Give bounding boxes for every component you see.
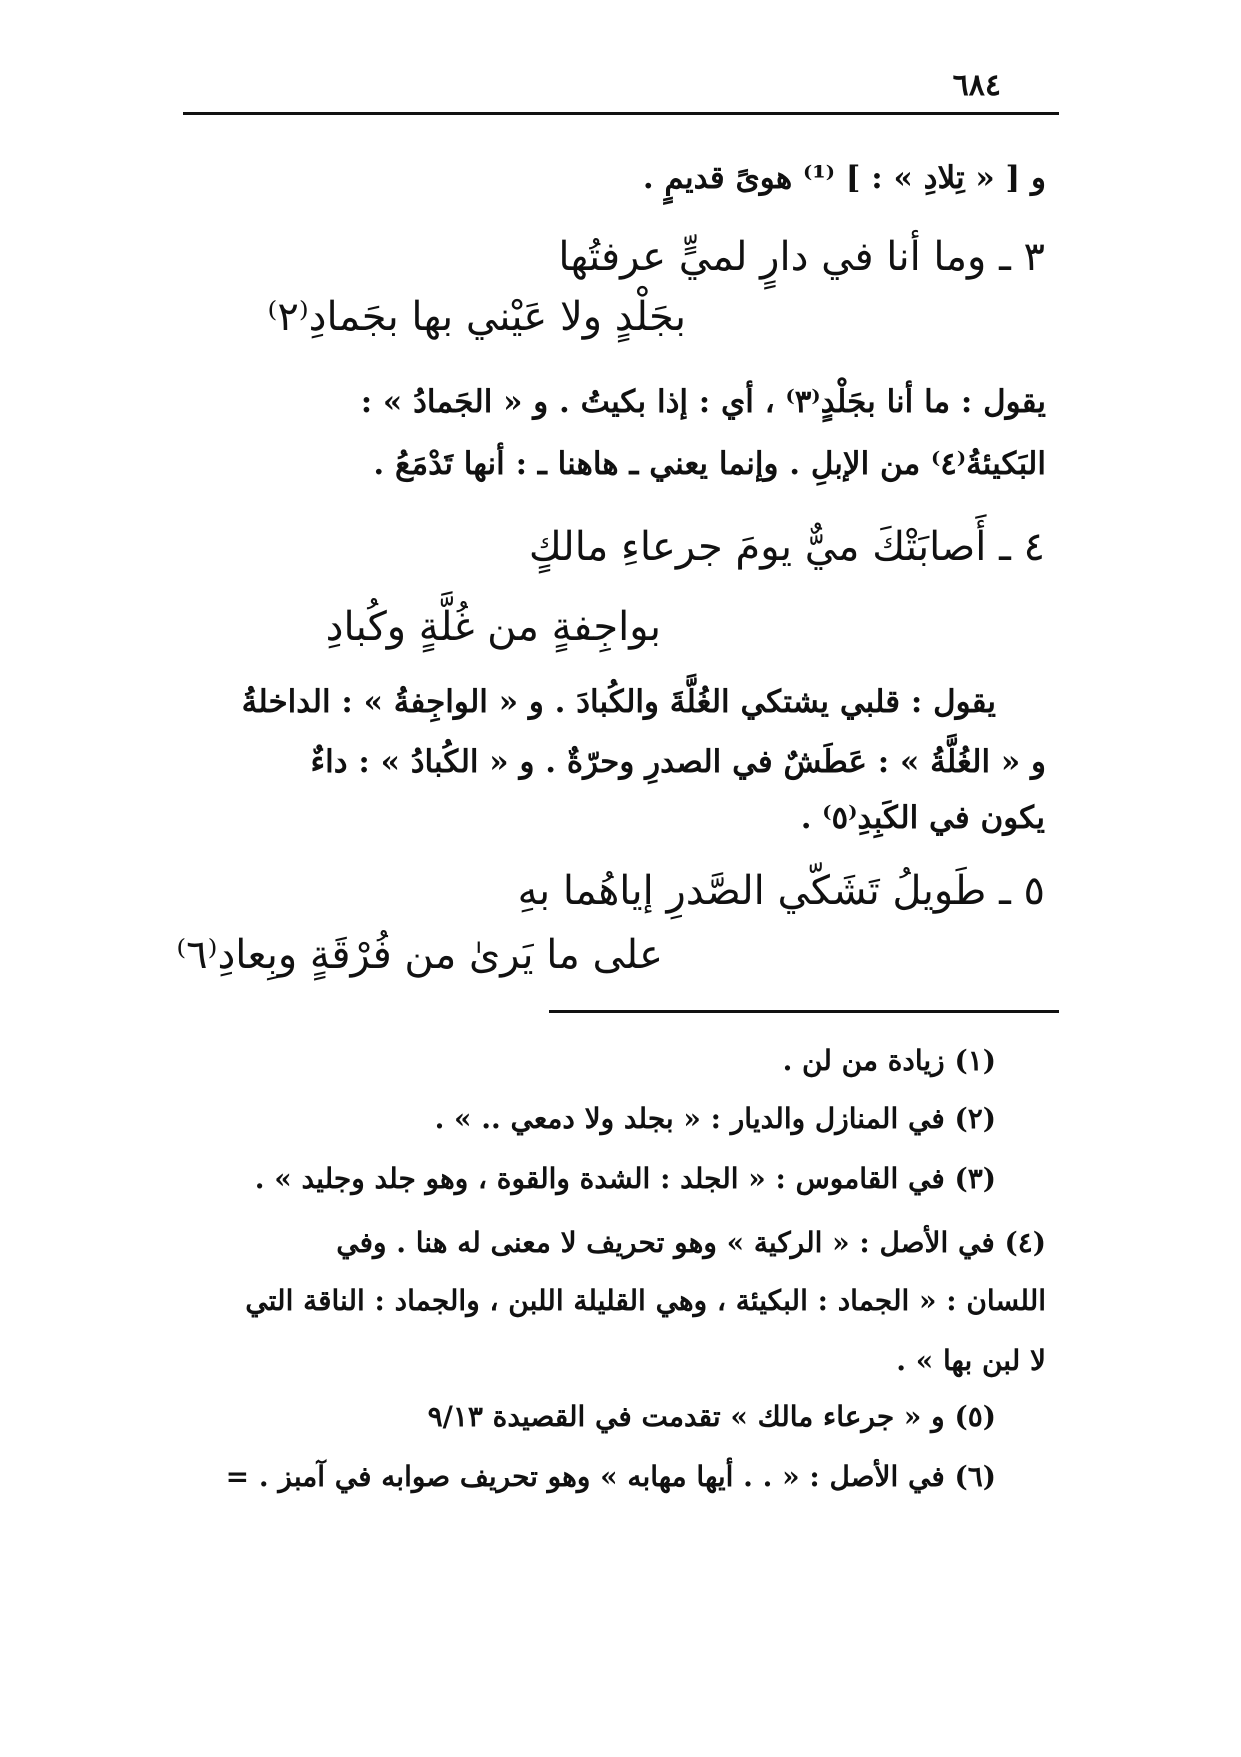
- footnote-4-line-1: (٤) في الأصل : « الركية » وهو تحريف لا معنى له هنا . وفي: [336, 1226, 1046, 1259]
- commentary-4-line-3: يكون في الكَبِدِ⁽٥⁾ .: [800, 800, 1045, 836]
- verse-5-first-hemistich: ٥ ـ طَويلُ تَشَكّي الصَّدرِ إياهُما بهِ: [517, 868, 1045, 914]
- footnote-6: (٦) في الأصل : « . . أيها مهابه » وهو تحريف صوابه في آمبز . =: [225, 1460, 996, 1493]
- header-rule: [183, 112, 1059, 115]
- footnote-3: (٣) في القاموس : « الجلد : الشدة والقوة ، وهو جلد وجليد » .: [254, 1162, 996, 1195]
- verse-5-second-hemistich: على ما يَرىٰ من فُرْقَةٍ وبِعادِ⁽٦⁾: [176, 932, 663, 978]
- footnote-1: (١) زيادة من لن .: [782, 1044, 996, 1077]
- verse-4-first-hemistich: ٤ ـ أَصابَتْكَ ميٌّ يومَ جرعاءِ مالكٍ: [528, 524, 1045, 570]
- commentary-4-line-1: يقول : قلبي يشتكي الغُلَّةَ والكُبادَ . و « الواجِفةُ » : الداخلةُ: [241, 684, 996, 720]
- verse-4-second-hemistich: بواجِفةٍ من غُلَّةٍ وكُبادِ: [325, 604, 661, 650]
- verse-3-second-hemistich: بجَلْدٍ ولا عَيْني بها بجَمادِ⁽٢⁾: [267, 294, 686, 340]
- footnote-rule: [549, 1010, 1059, 1013]
- commentary-3-line-1: يقول : ما أنا بجَلْدٍ⁽٣⁾ ، أي : إذا بكيتُ . و « الجَمادُ » :: [360, 384, 1046, 420]
- intro-line: و [ « تِلادِ » : ] ⁽¹⁾ هوىً قديمٍ .: [642, 160, 1046, 196]
- footnote-4-line-2: اللسان : « الجماد : البكيئة ، وهي القليلة اللبن ، والجماد : الناقة التي: [245, 1284, 1046, 1317]
- page-number: ٦٨٤: [952, 68, 1001, 103]
- footnote-5: (٥) و « جرعاء مالك » تقدمت في القصيدة ٩/١٣: [427, 1400, 996, 1433]
- footnote-4-line-3: لا لبن بها » .: [896, 1344, 1046, 1377]
- footnote-2: (٢) في المنازل والديار : « بجلد ولا دمعي .. » .: [434, 1102, 996, 1135]
- verse-3-first-hemistich: ٣ ـ وما أنا في دارٍ لميٍّ عرفتُها: [558, 234, 1045, 280]
- commentary-4-line-2: و « الغُلَّةُ » : عَطَشٌ في الصدرِ وحرّةٌ . و « الكُبادُ » : داءٌ: [310, 744, 1046, 780]
- commentary-3-line-2: البَكيئةُ⁽٤⁾ من الإبلِ . وإنما يعني ـ هاهنا ـ : أنها تَدْمَعُ .: [373, 446, 1046, 482]
